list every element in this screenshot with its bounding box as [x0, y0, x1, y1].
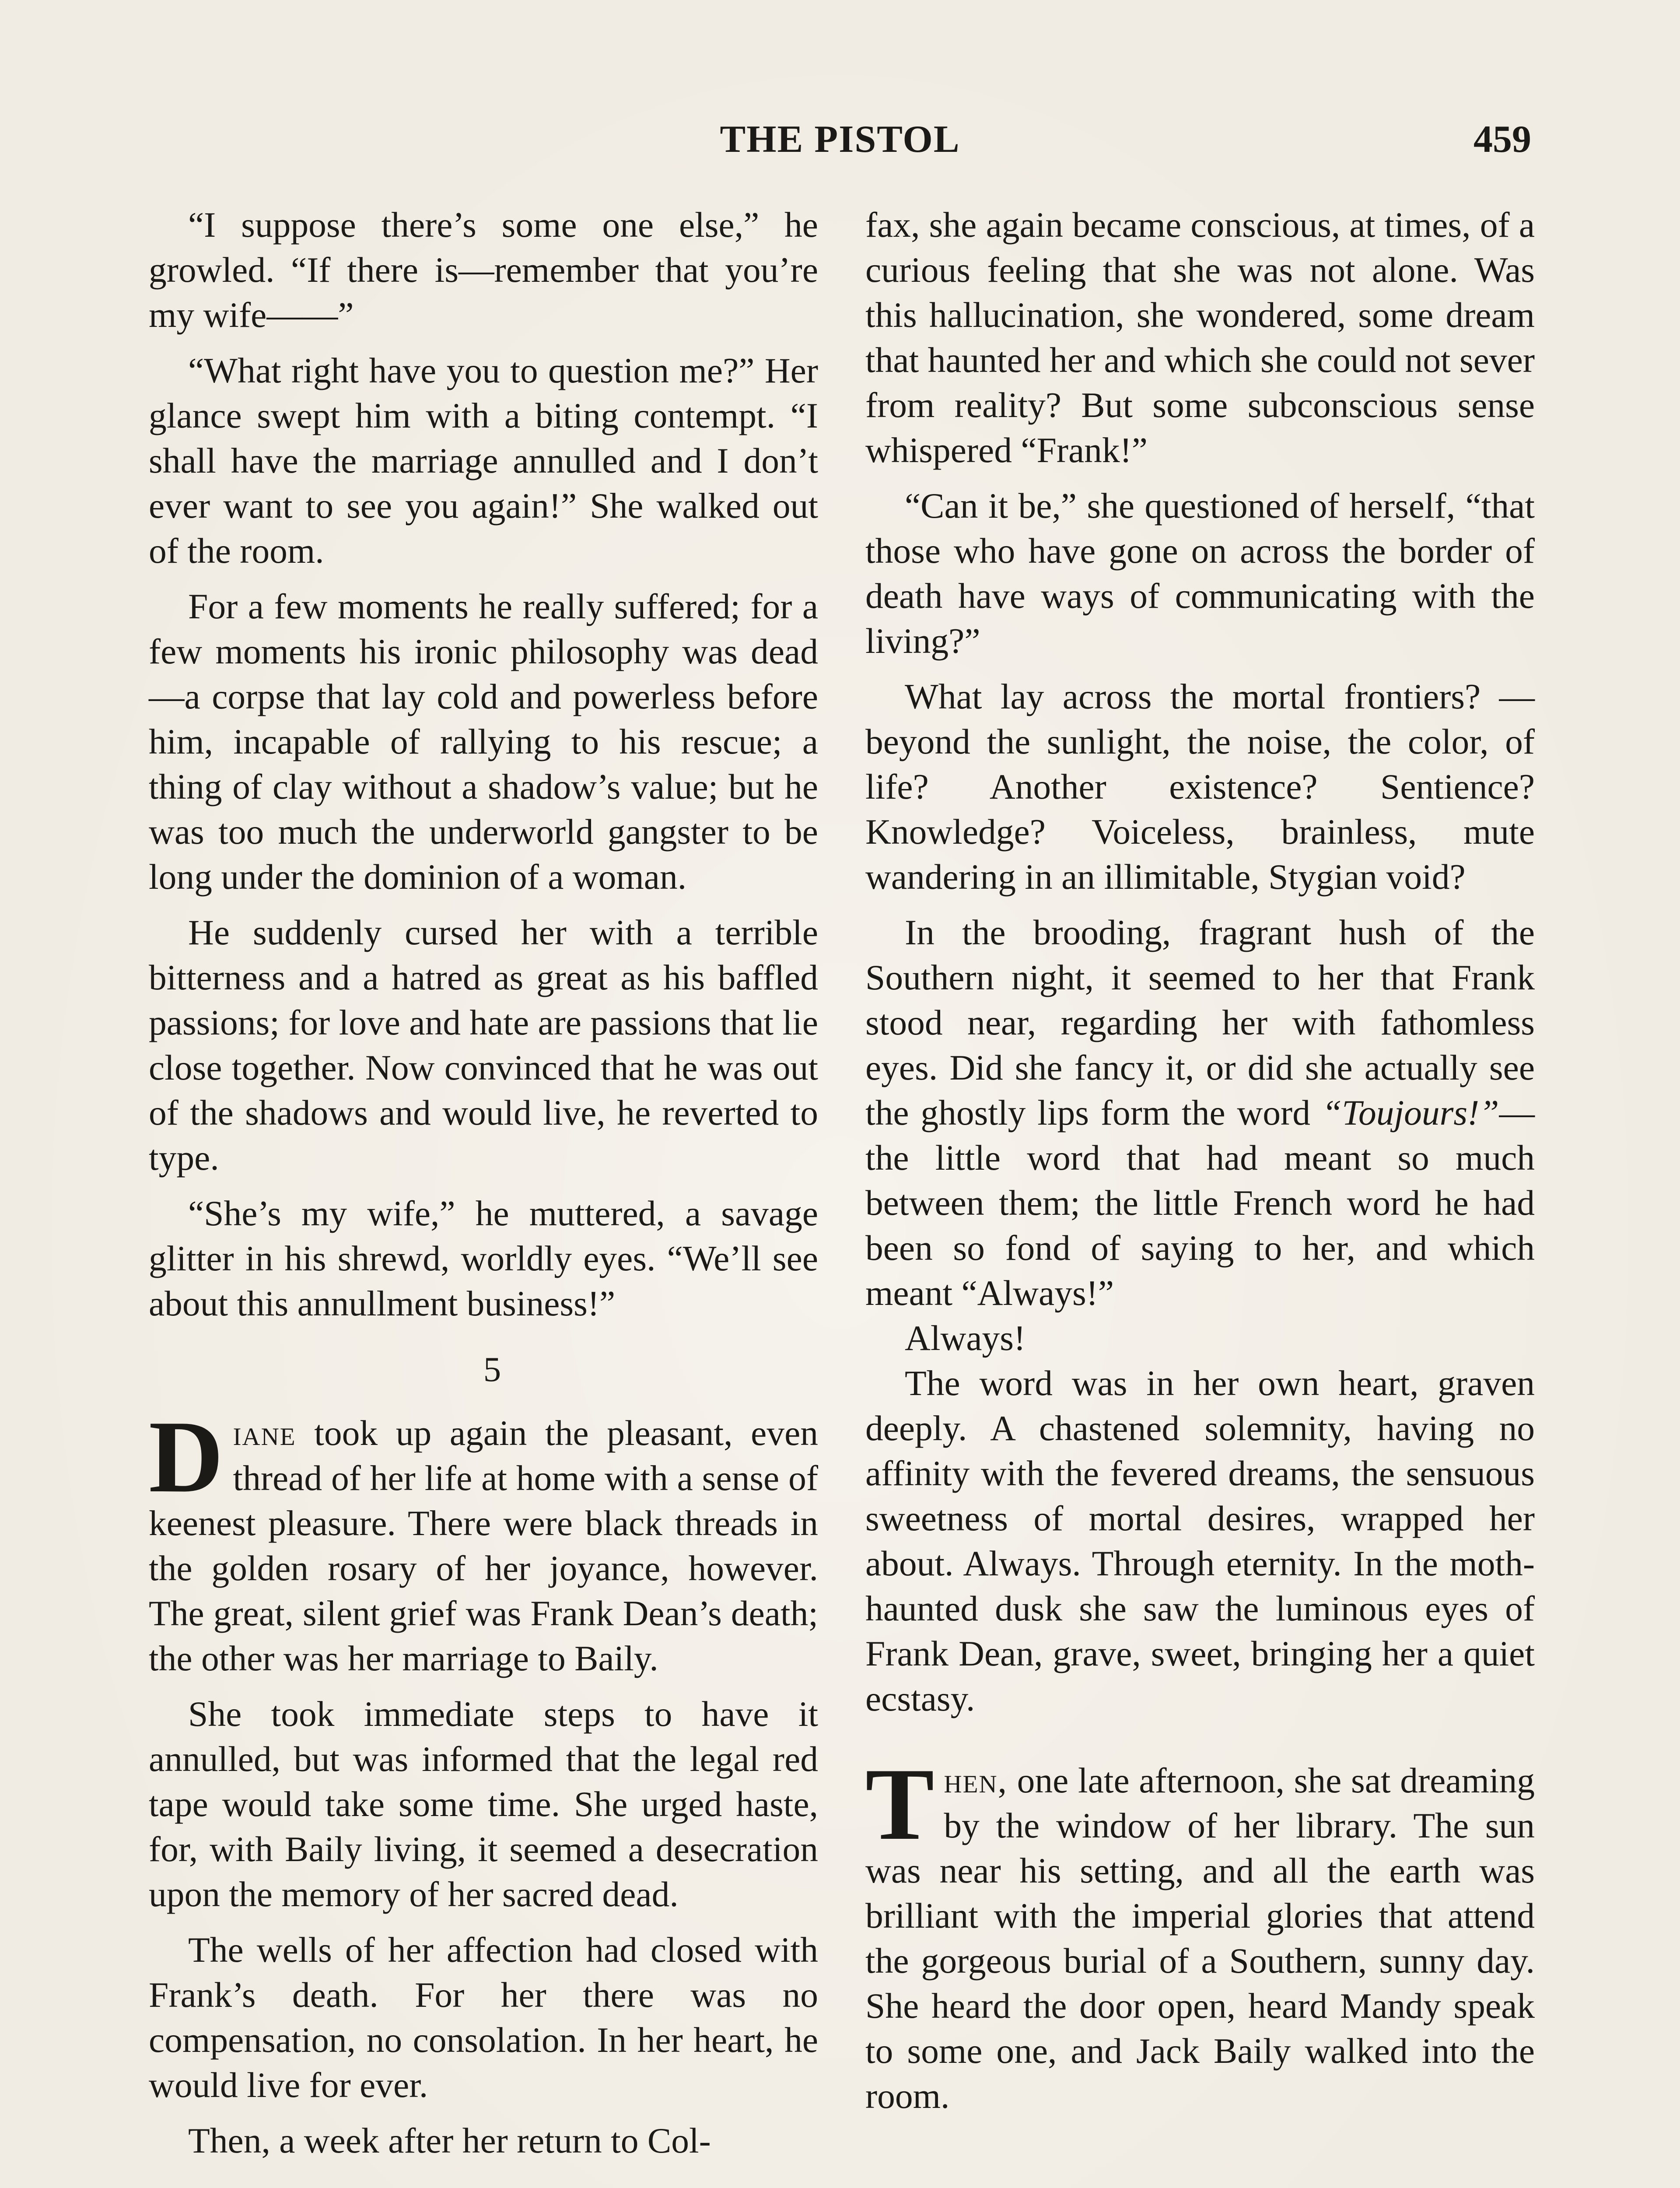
page-number: 459: [1474, 118, 1531, 161]
paragraph: fax, she again became conscious, at times, of a curious feeling that she was not alone. Was this hallucination, she wondered, some dream that haunted her and which she could not sever from reality? But some subconscious sense whispered “Frank!”: [865, 205, 1535, 470]
paragraph: The wells of her affection had closed with Frank’s death. For her there was no compensation, no consolation. In her heart, he would live for ever.: [149, 1930, 818, 2105]
paragraph: “Can it be,” she questioned of herself, “that those who have gone on across the border of death have ways of communicating with the living?”: [865, 486, 1535, 661]
paragraph: “I suppose there’s some one else,” he growled. “If there is—remember that you’re my wife——”: [149, 205, 818, 335]
paragraph: Then, a week after her return to Col-: [188, 2121, 711, 2160]
paragraph: [865, 910, 1535, 1315]
paragraph: Always!: [905, 1318, 1026, 1358]
drop-cap: D: [149, 1400, 224, 1514]
paragraph: “What right have you to question me?” Her glance swept him with a biting contempt. “I shall have the marriage annulled and I don’t ever want to see you again!” She walked out of the room.: [149, 351, 818, 571]
paragraph: What lay across the mortal frontiers? —beyond the sunlight, the noise, the color, of life? Another existence? Sentience? Knowledge? Voiceless, brainless, mute wandering in an illimitable, Stygian void?: [865, 677, 1535, 897]
right-column: [865, 202, 1535, 2129]
running-head-title: THE PISTOL: [720, 118, 960, 161]
small-caps-lead: hen,: [944, 1760, 1008, 1800]
paragraph: The word was in her own heart, graven deeply. A chastened solemnity, having no affinity with the fevered dreams, the sensuous sweetness of mortal desires, wrapped her about. Always. Through eternity. In the moth-haunted dusk she saw the luminous eyes of Frank Dean, grave, sweet, bringing her a quiet ecstasy.: [865, 1363, 1535, 1718]
paragraph: “She’s my wife,” he muttered, a savage glitter in his shrewd, worldly eyes. “We’ll see about this annullment business!”: [149, 1193, 818, 1323]
section-break-space: [865, 1732, 1535, 1758]
italic-word: “Toujours!”: [1322, 1093, 1499, 1133]
paragraph-text: took up again the pleasant, even thread of her life at home with a sense of keenest pleasure. There were black threads in the golden rosary of her joyance, however. The great, silent grief was Frank Dean’s death; the other was her marriage to Baily.: [149, 1413, 818, 1678]
drop-cap: T: [865, 1747, 934, 1862]
section-number: 5: [483, 1350, 501, 1389]
small-caps-lead: iane: [233, 1413, 296, 1453]
paragraph-with-dropcap: [865, 1747, 1535, 2118]
left-column: [149, 202, 818, 2174]
paragraph: For a few moments he really suffered; for a few moments his ironic philosophy was dead—a corpse that lay cold and powerless before him, incapable of rallying to his rescue; a thing of clay without a shadow’s value; but he was too much the underworld gangster to be long under the dominion of a woman.: [149, 586, 818, 897]
paragraph: She took immediate steps to have it annulled, but was informed that the legal red tape would take some time. She urged haste, for, with Baily living, it seemed a desecration upon the memory of her sacred dead.: [149, 1694, 818, 1914]
paragraph-text: one late afternoon, she sat dreaming by the window of her library. The sun was near his setting, and all the earth was brilliant with the imperial glories that attend the gorgeous burial of a Southern, sunny day. She heard the door open, heard Mandy speak to some one, and Jack Baily walked into the room.: [865, 1760, 1535, 2116]
paragraph: He suddenly cursed her with a terrible bitterness and a hatred as great as his baffled passions; for love and hate are passions that lie close together. Now convinced that he was out of the shadows and would live, he reverted to type.: [149, 912, 818, 1178]
paragraph-with-dropcap: [149, 1400, 818, 1681]
paragraph-text: —the little word that had meant so much between them; the little French word he had been so fond of saying to her, and which meant “Always!”: [865, 1093, 1535, 1313]
paragraph-text: In the brooding, fragrant hush of the Southern night, it seemed to her that Frank stood near, regarding her with fathomless eyes. Did she fancy it, or did she actually see the ghostly lips form the word: [865, 912, 1535, 1133]
